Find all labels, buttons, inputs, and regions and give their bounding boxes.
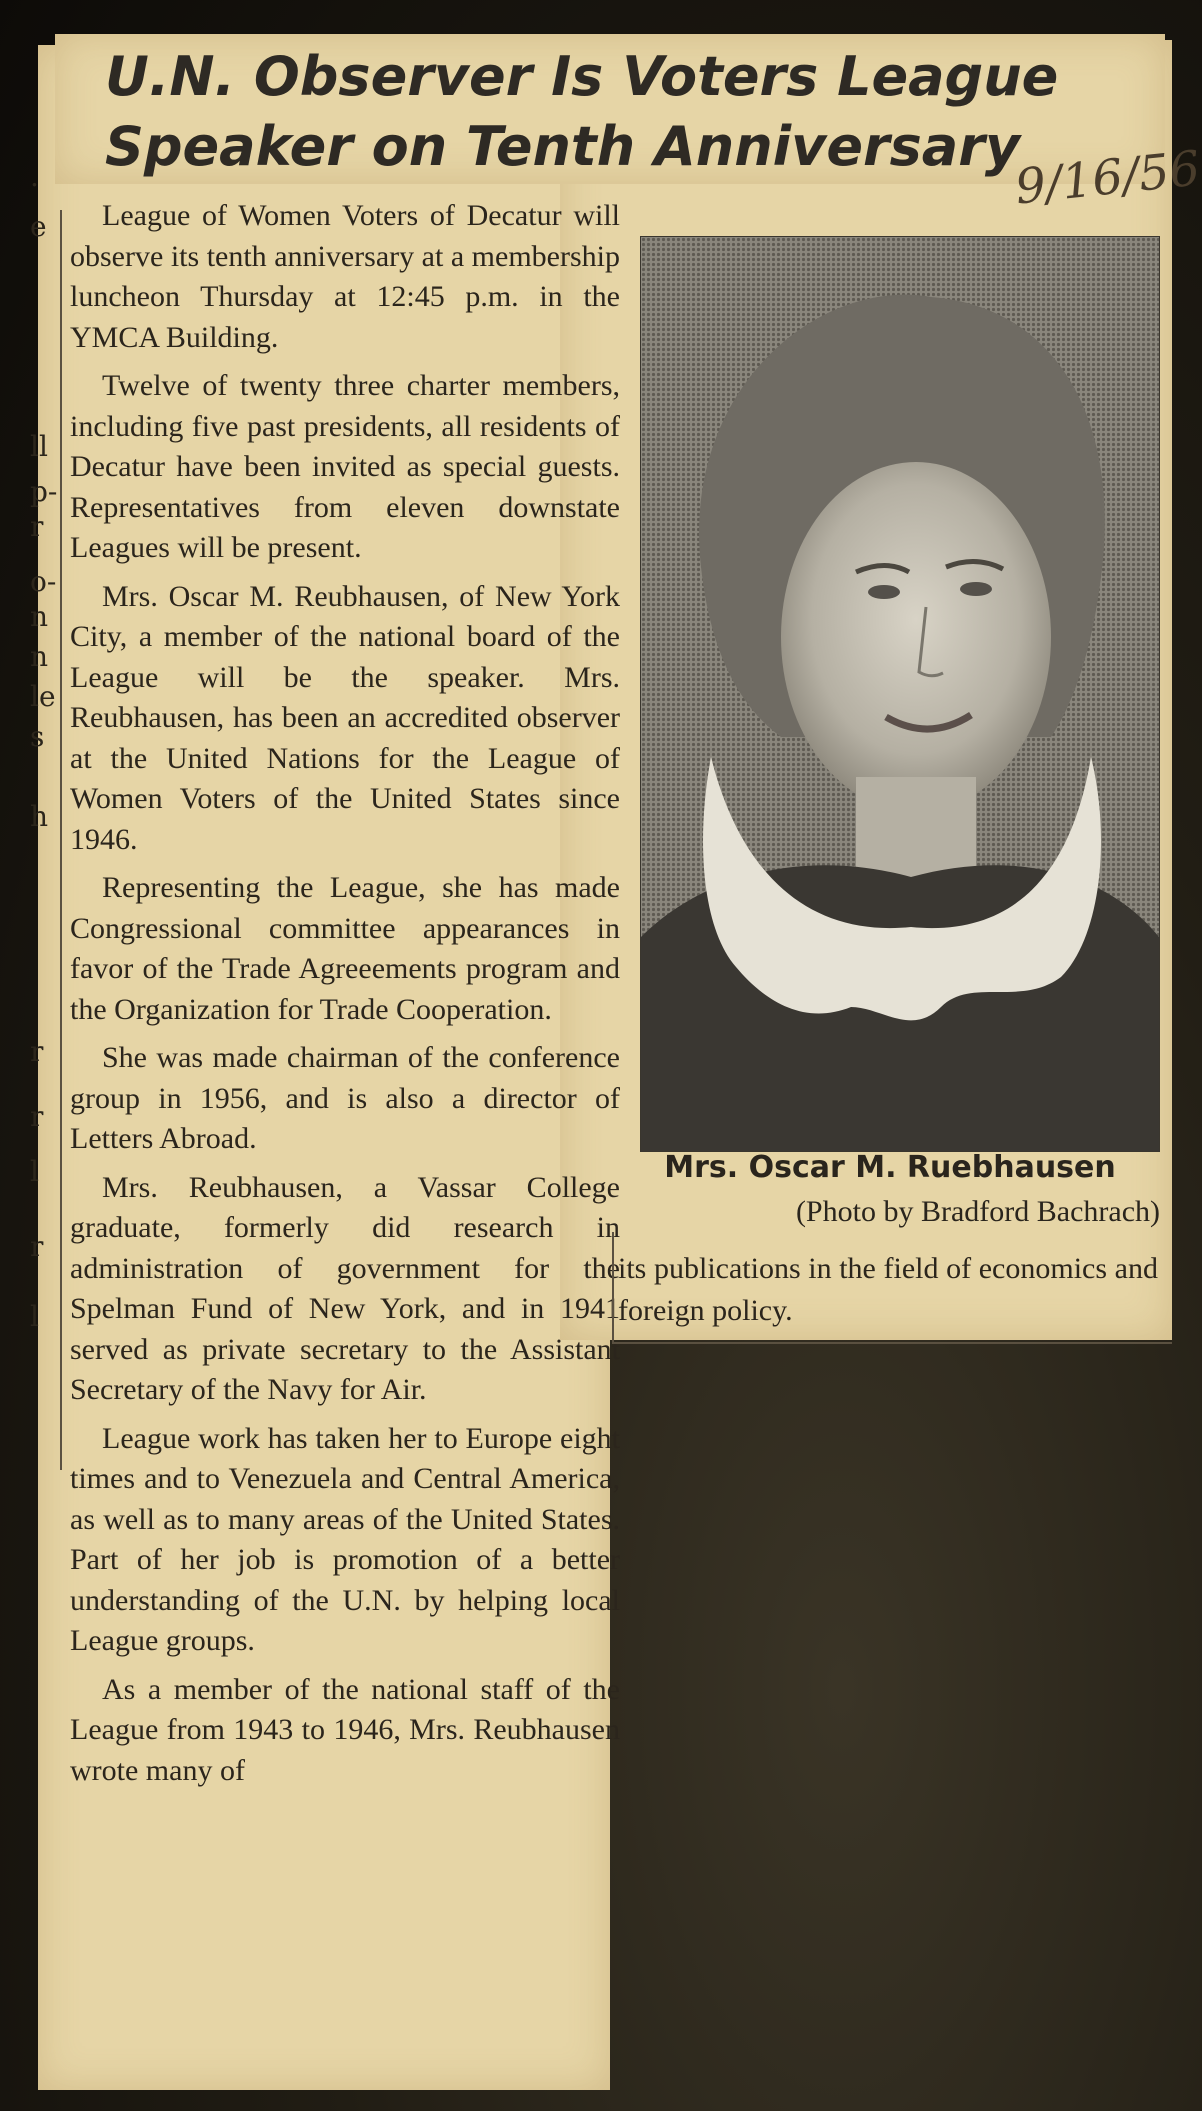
handwritten-date: 9/16/56 (1012, 140, 1202, 216)
headline (105, 42, 1105, 182)
article-body (70, 196, 620, 1799)
photo-caption-name: Mrs. Oscar M. Ruebhausen (664, 1150, 1116, 1185)
margin-fragment: n (30, 640, 49, 673)
margin-fragment: le (30, 680, 56, 713)
article-paragraph: League of Women Voters of Decatur will observe its tenth anniversary at a membership luncheon Thursday at 12:45 p.m. in the YMCA Building. (70, 199, 620, 354)
margin-fragment: e (30, 210, 47, 243)
margin-fragment: s (30, 720, 45, 753)
photo-caption-credit: (Photo by Bradford Bachrach) (795, 1195, 1160, 1228)
article-continuation: its publications in the field of economics and foreign policy. (618, 1252, 1158, 1327)
headline-line-2: Speaker on Tenth Anniversary (105, 115, 1021, 178)
margin-fragment: o- (30, 565, 57, 598)
column-rule-left (60, 210, 62, 1470)
right-eye (960, 582, 992, 596)
continuation-rule (612, 1232, 614, 1342)
continuation-bottom-rule (612, 1342, 1172, 1344)
margin-fragment: l (30, 1155, 39, 1188)
margin-fragment: n (30, 600, 49, 633)
headline-line-1: U.N. Observer Is Voters League (105, 45, 1059, 108)
article-paragraph: Mrs. Oscar M. Reubhausen, of New York City, a member of the national board of the League will be the speaker. Mrs. Reubhausen, has been an accredited observer at the United Nations for the League of Women Voters of the United States since 1946. (70, 579, 620, 856)
margin-fragment: ll (30, 430, 48, 463)
margin-fragment: l (30, 1300, 39, 1333)
margin-fragment: r (30, 1100, 44, 1133)
portrait-photo (640, 236, 1160, 1152)
margin-fragment: p- (30, 475, 58, 508)
margin-fragment: r (30, 1035, 44, 1068)
article-paragraph: She was made chairman of the conference group in 1956, and is also a director of Letters Abroad. (70, 1041, 620, 1155)
portrait-illustration (641, 237, 1159, 1151)
article-paragraph: Representing the League, she has made Congressional committee appearances in favor of the Trade Agreeements program and the Organization for Trade Cooperation. (70, 871, 620, 1026)
article-paragraph: League work has taken her to Europe eight times and to Venezuela and Central America, as well as to many areas of the United States. Part of her job is promotion of a better understanding of the U.N. by helping local League groups. (70, 1421, 620, 1657)
margin-fragment: r (30, 510, 44, 543)
margin-fragment: h (30, 800, 49, 833)
margin-fragment: r (30, 1230, 44, 1263)
margin-fragment: . (30, 160, 39, 193)
face-shape (781, 462, 1051, 812)
left-eye (868, 585, 900, 599)
article-paragraph: As a member of the national staff of the League from 1943 to 1946, Mrs. Reubhausen wrote many of (70, 1672, 620, 1787)
article-paragraph: Twelve of twenty three charter members, including five past presidents, all residents of Decatur have been invited as special guests. Representatives from eleven downstate Leagues will be present. (70, 369, 620, 564)
article-paragraph: Mrs. Reubhausen, a Vassar College graduate, formerly did research in administration of government for the Spelman Fund of New York, and in 1941 served as private secretary to the Assistant Secretary of the Navy for Air. (70, 1170, 620, 1406)
